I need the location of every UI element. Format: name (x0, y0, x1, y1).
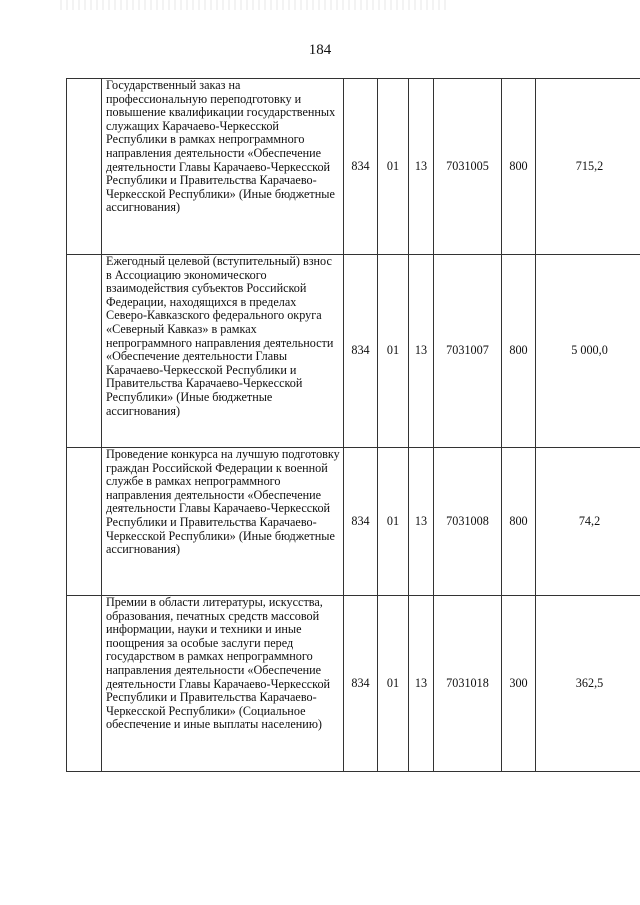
ministry-code-cell: 834 (344, 255, 378, 448)
description-cell: Проведение конкурса на лучшую подготовку граждан Российской Федерации к военной службе в рамках непрограммного направления деятельности «Обеспечение деятельности Главы Карачаево-Черкесской Республики и Правительства Карачаево-Черкесской Республики» (Иные бюджетные ассигнования) (102, 448, 344, 596)
page-number: 184 (308, 42, 332, 58)
table-row (67, 448, 640, 596)
ministry-code-cell: 834 (344, 448, 378, 596)
row-index-cell (67, 79, 102, 255)
expense-type-cell: 300 (502, 596, 536, 772)
ministry-code-cell: 834 (344, 79, 378, 255)
amount-cell: 74,2 (536, 448, 640, 596)
amount-cell: 362,5 (536, 596, 640, 772)
amount-cell: 5 000,0 (536, 255, 640, 448)
row-index-cell (67, 448, 102, 596)
subsection-code-cell: 13 (409, 79, 434, 255)
target-article-cell: 7031008 (434, 448, 502, 596)
description-cell: Государственный заказ на профессиональную переподготовку и повышение квалификации государственных служащих Карачаево-Черкесской Республики в рамках непрограммного направления деятельности «Обеспечение деятельности Главы Карачаево-Черкесской Республики и Правительства Карачаево-Черкесской Республики» (Иные бюджетные ассигнования) (102, 79, 344, 255)
expense-type-cell: 800 (502, 79, 536, 255)
table-row (67, 596, 640, 772)
table-row (67, 79, 640, 255)
expense-type-cell: 800 (502, 255, 536, 448)
expense-type-cell: 800 (502, 448, 536, 596)
table-row (67, 255, 640, 448)
section-code-cell: 01 (378, 79, 409, 255)
scan-artifact (60, 0, 450, 10)
budget-table (66, 78, 640, 772)
description-cell: Ежегодный целевой (вступительный) взнос в Ассоциацию экономического взаимодействия субъектов Российской Федерации, находящихся в пределах Северо-Кавказского федерального округа «Северный Кавказ» в рамках непрограммного направления деятельности «Обеспечение деятельности Главы Карачаево-Черкесской Республики и Правительства Карачаево-Черкесской Республики» (Иные бюджетные ассигнования) (102, 255, 344, 448)
ministry-code-cell: 834 (344, 596, 378, 772)
subsection-code-cell: 13 (409, 255, 434, 448)
description-cell: Премии в области литературы, искусства, образования, печатных средств массовой информации, науки и техники и иные поощрения за особые заслуги перед государством в рамках непрограммного направления деятельности «Обеспечение деятельности Главы Карачаево-Черкесской Республики и Правительства Карачаево-Черкесской Республики» (Социальное обеспечение и иные выплаты населению) (102, 596, 344, 772)
amount-cell: 715,2 (536, 79, 640, 255)
target-article-cell: 7031007 (434, 255, 502, 448)
subsection-code-cell: 13 (409, 596, 434, 772)
row-index-cell (67, 596, 102, 772)
section-code-cell: 01 (378, 448, 409, 596)
target-article-cell: 7031005 (434, 79, 502, 255)
subsection-code-cell: 13 (409, 448, 434, 596)
section-code-cell: 01 (378, 596, 409, 772)
section-code-cell: 01 (378, 255, 409, 448)
row-index-cell (67, 255, 102, 448)
target-article-cell: 7031018 (434, 596, 502, 772)
